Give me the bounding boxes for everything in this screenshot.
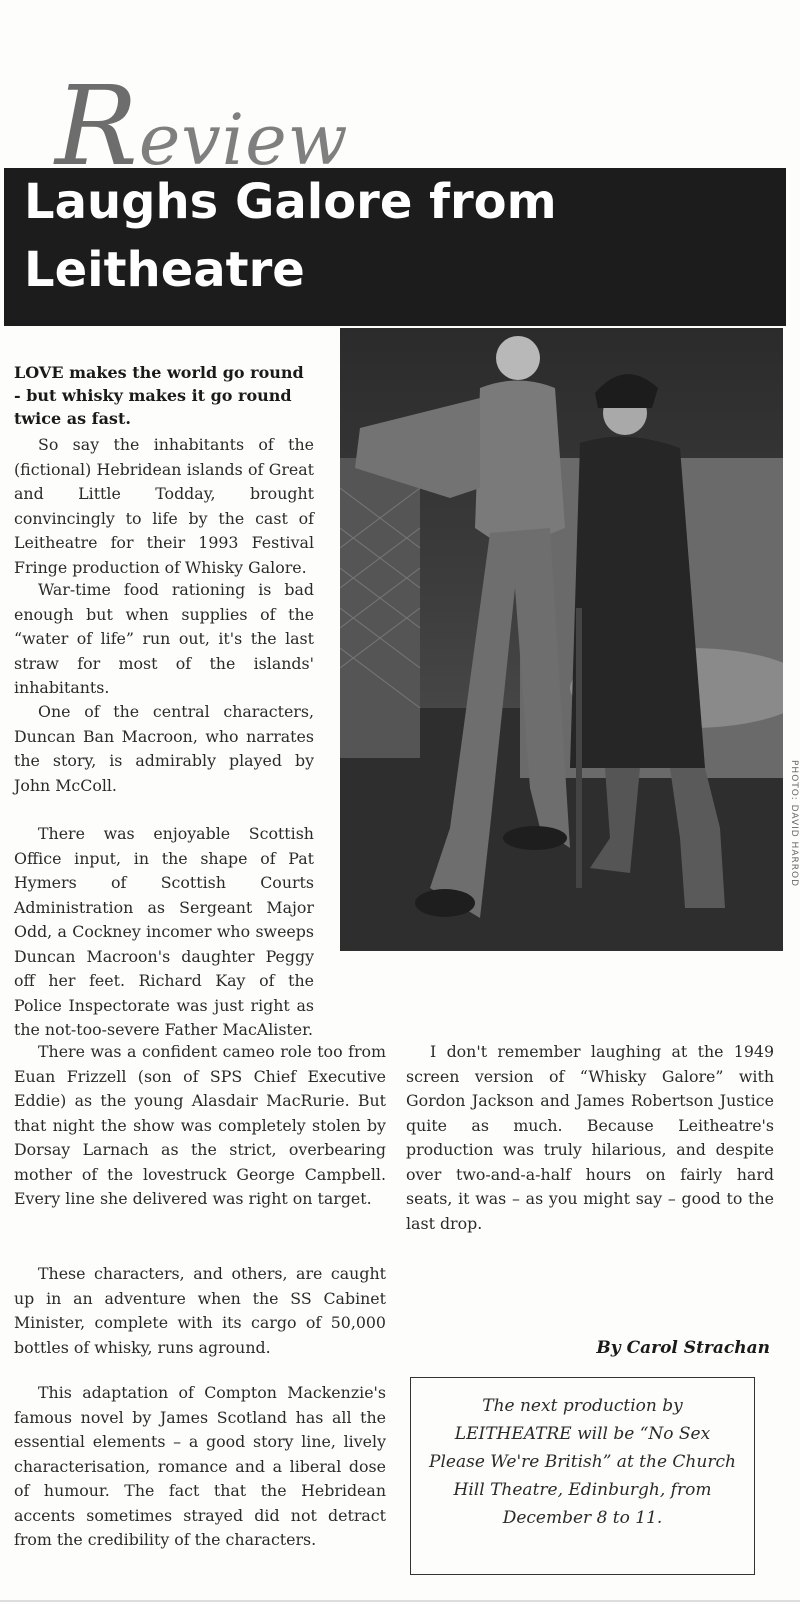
- section-title: Review: [55, 62, 349, 190]
- headline: Laughs Galore from Leitheatre: [24, 174, 557, 298]
- notice-text: The next production by LEITHEATRE will be “No Sex Please We're British” at the Church Hill Theatre, Edinburgh, from December 8 to 11.: [429, 1396, 736, 1528]
- paragraph-8: I don't remember laughing at the 1949 screen version of “Whisky Galore” with Gordon Jackson and James Robertson Justice quite as much. Because Leitheatre's production was truly hilarious, and despite over two-and-a-half hours on fairly hard seats, it was – as you might say – good to the last drop.: [406, 1042, 774, 1233]
- paragraph-1: So say the inhabitants of the (fictional) Hebridean islands of Great and Little Todday, brought convincingly to life by the cast of Leitheatre for their 1993 Festival Fringe production of Whisky Galore.: [14, 435, 314, 577]
- paragraph-3: One of the central characters, Duncan Ban Macroon, who narrates the story, is admirably played by John McColl.: [14, 702, 314, 795]
- paragraph-5: There was a confident cameo role too from Euan Frizzell (son of SPS Chief Executive Eddie) as the young Alasdair MacRurie. But that night the show was completely stolen by Dorsay Larnach as the strict, overbearing mother of the lovestruck George Campbell. Every line she delivered was right on target.: [14, 1042, 386, 1208]
- paragraph-2: War-time food rationing is bad enough but when supplies of the “water of life” run out, it's the last straw for most of the islands' inhabitants.: [14, 580, 314, 697]
- next-production-notice: [410, 1377, 755, 1575]
- photo-credit: PHOTO: DAVID HARROD: [789, 760, 799, 887]
- article-lede: LOVE makes the world go round - but whisky makes it go round twice as fast.: [14, 363, 304, 428]
- bottom-rule: [0, 1600, 800, 1602]
- paragraph-4: There was enjoyable Scottish Office input, in the shape of Pat Hymers of Scottish Courts Administration as Sergeant Major Odd, a Cockney incomer who sweeps Duncan Macroon's daughter Peggy off her feet. Richard Kay of the Police Inspectorate was just right as the not-too-severe Father MacAlister.: [14, 824, 314, 1039]
- production-photo: [340, 328, 783, 951]
- photo-illustration: [340, 328, 783, 951]
- paragraph-6: These characters, and others, are caught up in an adventure when the SS Cabinet Minister, complete with its cargo of 50,000 bottles of whisky, runs aground.: [14, 1264, 386, 1357]
- paragraph-7: This adaptation of Compton Mackenzie's famous novel by James Scotland has all the essential elements – a good story line, lively characterisation, romance and a liberal dose of humour. The fact that the Hebridean accents sometimes strayed did not detract from the credibility of the characters.: [14, 1383, 386, 1549]
- byline: By Carol Strachan: [596, 1338, 770, 1358]
